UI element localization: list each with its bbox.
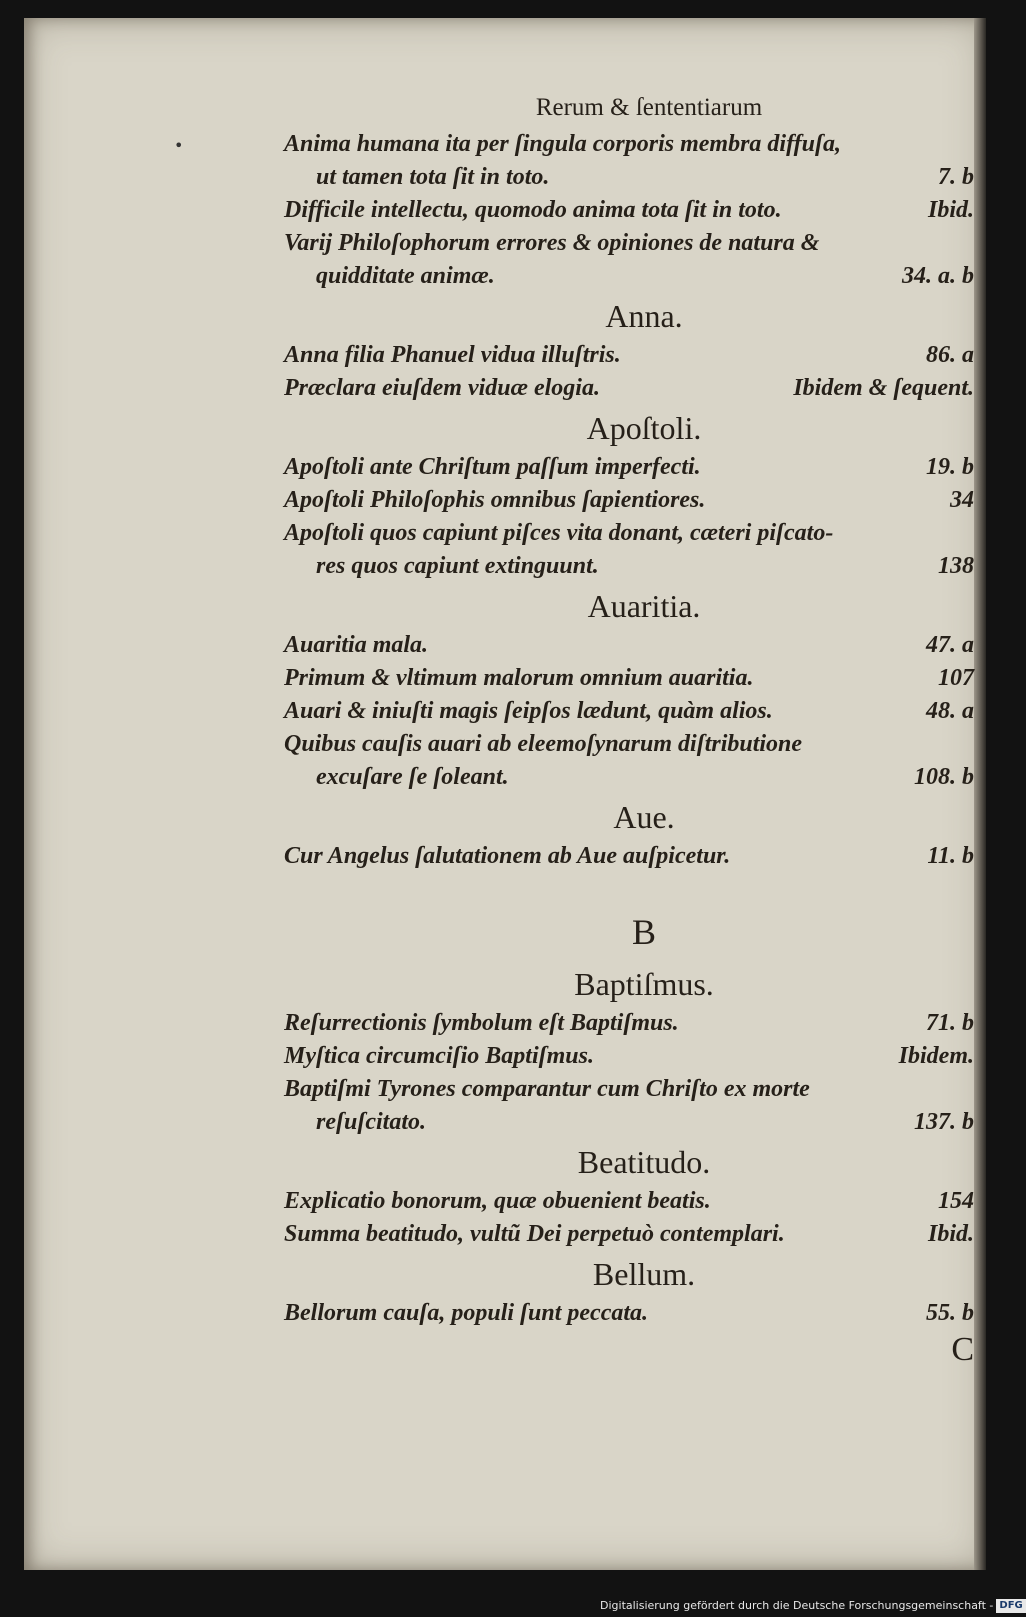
entry-line: quidditate animæ. bbox=[316, 263, 495, 289]
index-entry bbox=[284, 662, 974, 695]
entry-line: ut tamen tota ſit in toto. bbox=[316, 164, 550, 190]
index-entry bbox=[284, 728, 974, 794]
page-reference: Ibid. bbox=[927, 1221, 974, 1247]
index-entry bbox=[284, 194, 974, 227]
page-reference: Ibidem & ſequent. bbox=[793, 375, 974, 401]
entry-line: Summa beatitudo, vultũ Dei perpetuò contemplari. bbox=[284, 1221, 785, 1247]
entry-line: Myſtica circumciſio Baptiſmus. bbox=[284, 1043, 594, 1069]
section-heading: Apoſtoli. bbox=[586, 410, 702, 446]
section-heading: Aue. bbox=[613, 799, 675, 835]
index-entry bbox=[284, 1073, 974, 1139]
page-reference: Ibid. bbox=[927, 197, 974, 223]
entry-line: Auaritia mala. bbox=[284, 632, 429, 658]
index-entry bbox=[284, 451, 974, 484]
index-entry bbox=[284, 517, 974, 583]
page-reference: 55. b bbox=[926, 1300, 974, 1326]
index-entry bbox=[284, 1040, 974, 1073]
index-entry bbox=[284, 128, 974, 194]
page-reference: 137. b bbox=[914, 1109, 974, 1135]
index-entry bbox=[284, 484, 974, 517]
entry-line: Apoſtoli ante Chriſtum paſſum imperfecti. bbox=[284, 454, 701, 480]
entry-line: Anna filia Phanuel vidua illuſtris. bbox=[284, 342, 621, 368]
page-reference: 138 bbox=[938, 553, 974, 579]
entry-line: Cur Angelus ſalutationem ab Aue auſpicetur. bbox=[284, 843, 731, 869]
index-entry bbox=[284, 1185, 974, 1218]
section-letter: B bbox=[631, 912, 656, 952]
digitization-footer bbox=[600, 1597, 1023, 1615]
index-entry bbox=[284, 695, 974, 728]
page-reference: 19. b bbox=[926, 454, 974, 480]
index-entry bbox=[284, 372, 974, 405]
page-reference: 47. a bbox=[926, 632, 974, 658]
index-content bbox=[284, 88, 974, 1370]
entry-line: res quos capiunt extinguunt. bbox=[316, 553, 599, 579]
page-reference: 34. a. b bbox=[902, 263, 974, 289]
footer-text: Digitalisierung gefördert durch die Deutsche Forschungsgemeinschaft - bbox=[600, 1599, 994, 1612]
index-entry bbox=[284, 629, 974, 662]
index-entry bbox=[284, 1007, 974, 1040]
entry-line: Anima humana ita per ſingula corporis membra diffuſa, bbox=[284, 131, 841, 157]
entry-line: Auari & iniuſti magis ſeipſos lædunt, quàm alios. bbox=[284, 698, 773, 724]
entry-line: reſuſcitato. bbox=[316, 1109, 426, 1135]
section-heading: Auaritia. bbox=[587, 588, 701, 624]
catchword: C bbox=[951, 1331, 974, 1368]
sections-b bbox=[284, 961, 974, 1330]
page-reference: 154 bbox=[938, 1188, 974, 1214]
page-reference: 86. a bbox=[926, 342, 974, 368]
margin-mark: • bbox=[174, 136, 184, 155]
page-reference: 108. b bbox=[914, 764, 974, 790]
section-heading: Anna. bbox=[605, 298, 683, 334]
running-head: Rerum & ſententiarum bbox=[535, 94, 763, 121]
page-reference: 11. b bbox=[927, 843, 974, 869]
dfg-logo: DFG bbox=[996, 1599, 1025, 1613]
entry-line: Primum & vltimum malorum omnium auaritia. bbox=[284, 665, 754, 691]
index-entry bbox=[284, 339, 974, 372]
page-reference: Ibidem. bbox=[898, 1043, 974, 1069]
entry-line: Explicatio bonorum, quæ obuenient beatis. bbox=[284, 1188, 711, 1214]
index-entry bbox=[284, 227, 974, 293]
book-page bbox=[24, 18, 986, 1570]
entry-line: Difficile intellectu, quomodo anima tota ſit in toto. bbox=[284, 197, 782, 223]
entry-line: Bellorum cauſa, populi ſunt peccata. bbox=[284, 1300, 649, 1326]
page-reference: 7. b bbox=[938, 164, 974, 190]
entry-line: Præclara eiuſdem viduæ elogia. bbox=[284, 375, 600, 401]
entry-line: Quibus cauſis auari ab eleemoſynarum diſtributione bbox=[284, 731, 803, 757]
index-entry bbox=[284, 840, 974, 873]
page-edge bbox=[974, 18, 986, 1570]
sections-a bbox=[284, 128, 974, 873]
page-reference: 107 bbox=[938, 665, 974, 691]
entry-line: excuſare ſe ſoleant. bbox=[316, 764, 509, 790]
entry-line: Reſurrectionis ſymbolum eſt Baptiſmus. bbox=[284, 1010, 679, 1036]
section-heading: Bellum. bbox=[592, 1256, 696, 1292]
entry-line: Baptiſmi Tyrones comparantur cum Chriſto ex morte bbox=[284, 1076, 810, 1102]
section-heading: Beatitudo. bbox=[577, 1144, 711, 1180]
entry-line: Apoſtoli Philoſophis omnibus ſapientiores. bbox=[284, 487, 706, 513]
entry-line: Varij Philoſophorum errores & opiniones de natura & bbox=[284, 230, 820, 256]
page-reference: 34 bbox=[950, 487, 974, 513]
index-entry bbox=[284, 1297, 974, 1330]
page-reference: 71. b bbox=[926, 1010, 974, 1036]
entry-line: Apoſtoli quos capiunt piſces vita donant, cæteri piſcato- bbox=[284, 520, 834, 546]
section-heading: Baptiſmus. bbox=[574, 966, 714, 1002]
index-entry bbox=[284, 1218, 974, 1251]
page-reference: 48. a bbox=[926, 698, 974, 724]
